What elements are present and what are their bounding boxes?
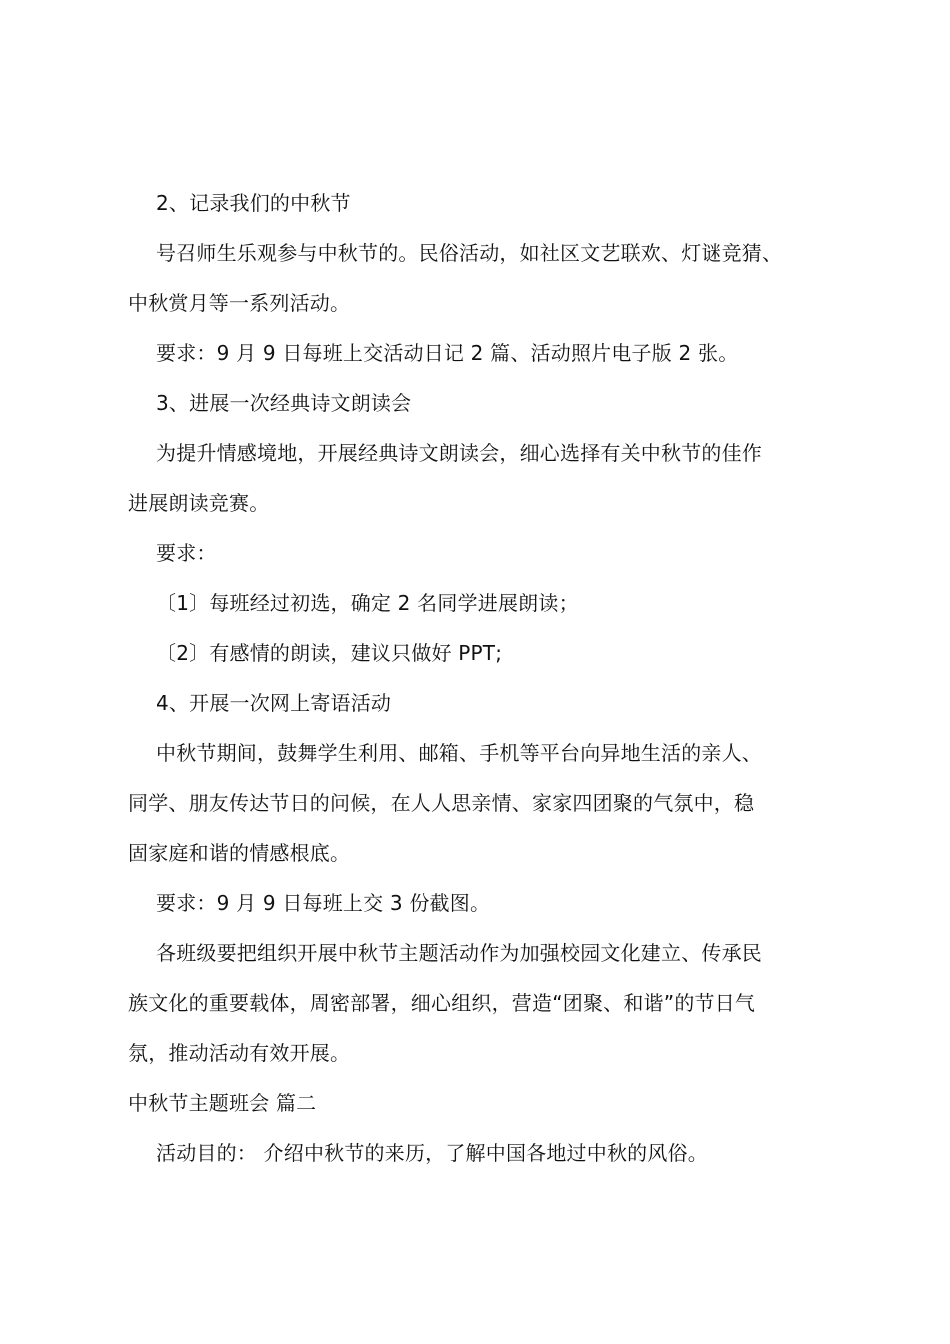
text-line-8: 要求： bbox=[156, 541, 217, 565]
text-line-3: 中秋赏月等一系列活动。 bbox=[128, 291, 351, 315]
text-line-13: 同学、朋友传达节日的问候，在人人思亲情、家家四团聚的气氛中，稳 bbox=[128, 791, 755, 815]
text-line-7: 进展朗读竞赛。 bbox=[128, 491, 270, 515]
text-line-4: 要求：9 月 9 日每班上交活动日记 2 篇、活动照片电子版 2 张。 bbox=[156, 341, 739, 365]
text-line-6: 为提升情感境地，开展经典诗文朗读会，细心选择有关中秋节的佳作 bbox=[156, 441, 762, 465]
document-body bbox=[128, 178, 848, 1178]
text-line-14: 固家庭和谐的情感根底。 bbox=[128, 841, 351, 865]
text-line-1: 2、记录我们的中秋节 bbox=[156, 191, 351, 215]
text-line-18: 氛，推动活动有效开展。 bbox=[128, 1041, 351, 1065]
text-line-2: 号召师生乐观参与中秋节的。民俗活动，如社区文艺联欢、灯谜竞猜、 bbox=[156, 241, 783, 265]
text-line-15: 要求：9 月 9 日每班上交 3 份截图。 bbox=[156, 891, 491, 915]
text-line-10: 〔2〕有感情的朗读，建议只做好 PPT; bbox=[156, 641, 503, 665]
text-line-17: 族文化的重要载体，周密部署，细心组织，营造“团聚、和谐”的节日气 bbox=[128, 991, 756, 1015]
text-line-16: 各班级要把组织开展中秋节主题活动作为加强校园文化建立、传承民 bbox=[156, 941, 762, 965]
text-line-5: 3、进展一次经典诗文朗读会 bbox=[156, 391, 412, 415]
text-line-9: 〔1〕每班经过初选，确定 2 名同学进展朗读； bbox=[156, 591, 579, 615]
text-line-11: 4、开展一次网上寄语活动 bbox=[156, 691, 392, 715]
text-line-12: 中秋节期间，鼓舞学生利用、邮箱、手机等平台向异地生活的亲人、 bbox=[156, 741, 762, 765]
text-line-20: 活动目的： 介绍中秋节的来历，了解中国各地过中秋的风俗。 bbox=[156, 1141, 708, 1165]
section-heading: 中秋节主题班会 篇二 bbox=[128, 1091, 317, 1115]
